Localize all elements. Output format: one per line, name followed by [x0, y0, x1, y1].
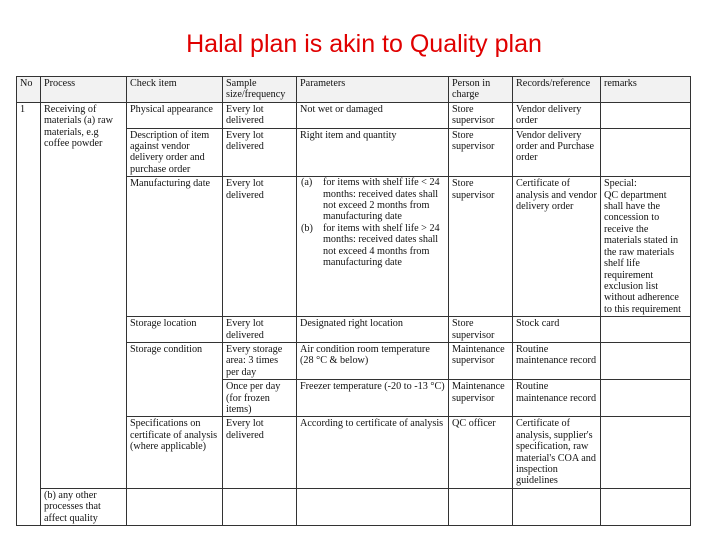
sample-frequency: Every lot delivered — [223, 102, 297, 128]
sample-frequency: Every storage area: 3 times per day — [223, 342, 297, 379]
header-person: Person in charge — [449, 77, 513, 103]
record-reference: Stock card — [513, 317, 601, 343]
remark — [601, 380, 691, 417]
remark — [601, 102, 691, 128]
record-reference: Certificate of analysis and vendor delivery order — [513, 177, 601, 317]
table-row — [17, 102, 691, 128]
check-item — [127, 488, 223, 525]
remark — [601, 342, 691, 379]
header-process: Process — [41, 77, 127, 103]
remark — [601, 128, 691, 177]
remark — [601, 177, 691, 317]
check-item: Description of item against vendor delivery order and purchase order — [127, 128, 223, 177]
header-sample: Sample size/frequency — [223, 77, 297, 103]
person-in-charge: Store supervisor — [449, 102, 513, 128]
sample-frequency: Every lot delivered — [223, 177, 297, 317]
parameter-b-marker: (b) — [301, 222, 313, 234]
parameter — [297, 177, 449, 317]
header-check-item: Check item — [127, 77, 223, 103]
record-reference: Vendor delivery order and Purchase order — [513, 128, 601, 177]
person-in-charge: QC officer — [449, 417, 513, 488]
process-other: (b) any other processes that affect quality — [41, 488, 127, 525]
parameter-b-text: for items with shelf life > 24 months: received dates shall not exceed 4 months from manufacturing date — [323, 222, 440, 269]
parameter: Air condition room temperature (28 °C & below) — [297, 342, 449, 379]
check-item: Physical appearance — [127, 102, 223, 128]
parameter-b — [297, 223, 448, 269]
parameter-a — [297, 177, 448, 223]
quality-plan-table — [16, 76, 691, 526]
header-parameters: Parameters — [297, 77, 449, 103]
person-in-charge: Store supervisor — [449, 128, 513, 177]
record-reference: Routine maintenance record — [513, 380, 601, 417]
parameter: Designated right location — [297, 317, 449, 343]
parameter: Not wet or damaged — [297, 102, 449, 128]
remark-text: QC department shall have the concession to receive the materials stated in the raw materials shelf life requirement exclusion list without adherence to this requirement — [604, 189, 681, 315]
sample-frequency: Every lot delivered — [223, 128, 297, 177]
parameter: Right item and quantity — [297, 128, 449, 177]
process-raw-materials: Receiving of materials (a) raw materials, e.g coffee powder — [41, 102, 127, 488]
check-item: Storage condition — [127, 342, 223, 416]
person-in-charge: Maintenance supervisor — [449, 380, 513, 417]
sample-frequency: Once per day (for frozen items) — [223, 380, 297, 417]
table-row — [17, 488, 691, 525]
slide-title: Halal plan is akin to Quality plan — [186, 30, 542, 58]
record-reference — [513, 488, 601, 525]
record-reference: Routine maintenance record — [513, 342, 601, 379]
parameter: Freezer temperature (-20 to -13 °C) — [297, 380, 449, 417]
header-records: Records/reference — [513, 77, 601, 103]
person-in-charge: Maintenance supervisor — [449, 342, 513, 379]
header-no: No — [17, 77, 41, 103]
check-item: Specifications on certificate of analysis (where applicable) — [127, 417, 223, 488]
sample-frequency: Every lot delivered — [223, 417, 297, 488]
header-remarks: remarks — [601, 77, 691, 103]
remark — [601, 317, 691, 343]
sample-frequency — [223, 488, 297, 525]
person-in-charge: Store supervisor — [449, 317, 513, 343]
parameter-a-marker: (a) — [301, 177, 313, 189]
row-number: 1 — [17, 102, 41, 525]
parameter — [297, 488, 449, 525]
table-header-row — [17, 77, 691, 103]
person-in-charge: Store supervisor — [449, 177, 513, 317]
check-item: Storage location — [127, 317, 223, 343]
person-in-charge — [449, 488, 513, 525]
record-reference: Certificate of analysis, supplier's specification, raw material's COA and inspection guidelines — [513, 417, 601, 488]
record-reference: Vendor delivery order — [513, 102, 601, 128]
parameter: According to certificate of analysis — [297, 417, 449, 488]
sample-frequency: Every lot delivered — [223, 317, 297, 343]
parameter-a-text: for items with shelf life < 24 months: received dates shall not exceed 2 months from manufacturing date — [323, 177, 440, 223]
check-item: Manufacturing date — [127, 177, 223, 317]
remark — [601, 488, 691, 525]
remark — [601, 417, 691, 488]
remark-special-label: Special: — [604, 178, 637, 190]
